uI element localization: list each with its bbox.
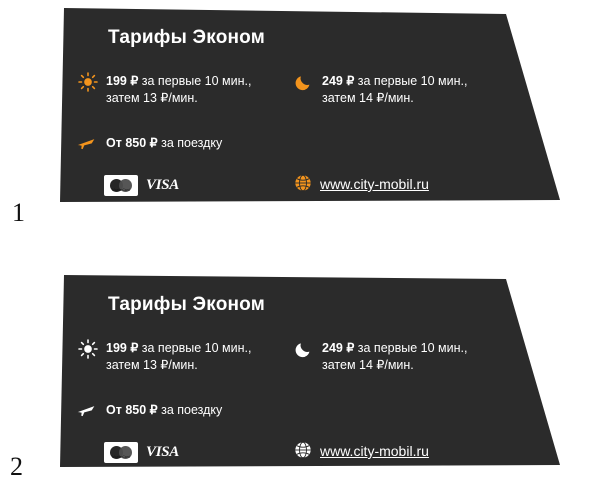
trip-price-amount: От 850 ₽ — [106, 403, 158, 417]
moon-icon — [294, 339, 314, 359]
night-rate-line2: затем 14 ₽/мин. — [322, 91, 414, 105]
mastercard-label: MasterCard — [112, 188, 130, 192]
day-rate-text — [106, 340, 251, 374]
trip-price-suffix: за поездку — [157, 403, 223, 417]
trip-price-suffix: за поездку — [157, 136, 223, 150]
visa-icon: VISA — [146, 444, 179, 460]
night-rate-amount: 249 ₽ — [322, 74, 355, 88]
trip-price-text — [106, 135, 222, 152]
moon-icon — [294, 72, 314, 92]
mastercard-icon — [104, 175, 138, 196]
day-rate-line2: затем 13 ₽/мин. — [106, 358, 198, 372]
night-rate-text — [322, 340, 467, 374]
mastercard-label: MasterCard — [112, 455, 130, 459]
night-rate-line1: за первые 10 мин., — [354, 74, 468, 88]
visa-icon: VISA — [146, 177, 179, 193]
day-rate-line1: за первые 10 мин., — [138, 74, 252, 88]
day-rate-text — [106, 73, 251, 107]
website-link[interactable]: www.city-mobil.ru — [320, 176, 429, 192]
day-rate-amount: 199 ₽ — [106, 341, 139, 355]
plane-icon — [76, 401, 96, 421]
globe-icon — [293, 440, 313, 460]
payment-logos — [104, 175, 179, 196]
night-rate-line2: затем 14 ₽/мин. — [322, 358, 414, 372]
panel-index-1: 1 — [12, 198, 25, 227]
page-title: Тарифы Эконом — [108, 294, 265, 315]
night-rate-line1: за первые 10 мин., — [354, 341, 468, 355]
night-rate-amount: 249 ₽ — [322, 341, 355, 355]
trip-price-text — [106, 402, 222, 419]
sun-icon — [78, 339, 98, 359]
day-rate-amount: 199 ₽ — [106, 74, 139, 88]
trip-price-amount: От 850 ₽ — [106, 136, 158, 150]
mastercard-icon — [104, 442, 138, 463]
website-link[interactable]: www.city-mobil.ru — [320, 443, 429, 459]
tariff-panel-2 — [0, 253, 600, 503]
night-rate-text — [322, 73, 467, 107]
page-title: Тарифы Эконом — [108, 27, 265, 48]
day-rate-line2: затем 13 ₽/мин. — [106, 91, 198, 105]
tariff-panel-1 — [0, 0, 600, 250]
globe-icon — [293, 173, 313, 193]
plane-icon — [76, 134, 96, 154]
day-rate-line1: за первые 10 мин., — [138, 341, 252, 355]
sun-icon — [78, 72, 98, 92]
panel-index-2: 2 — [10, 452, 23, 481]
payment-logos — [104, 442, 179, 463]
